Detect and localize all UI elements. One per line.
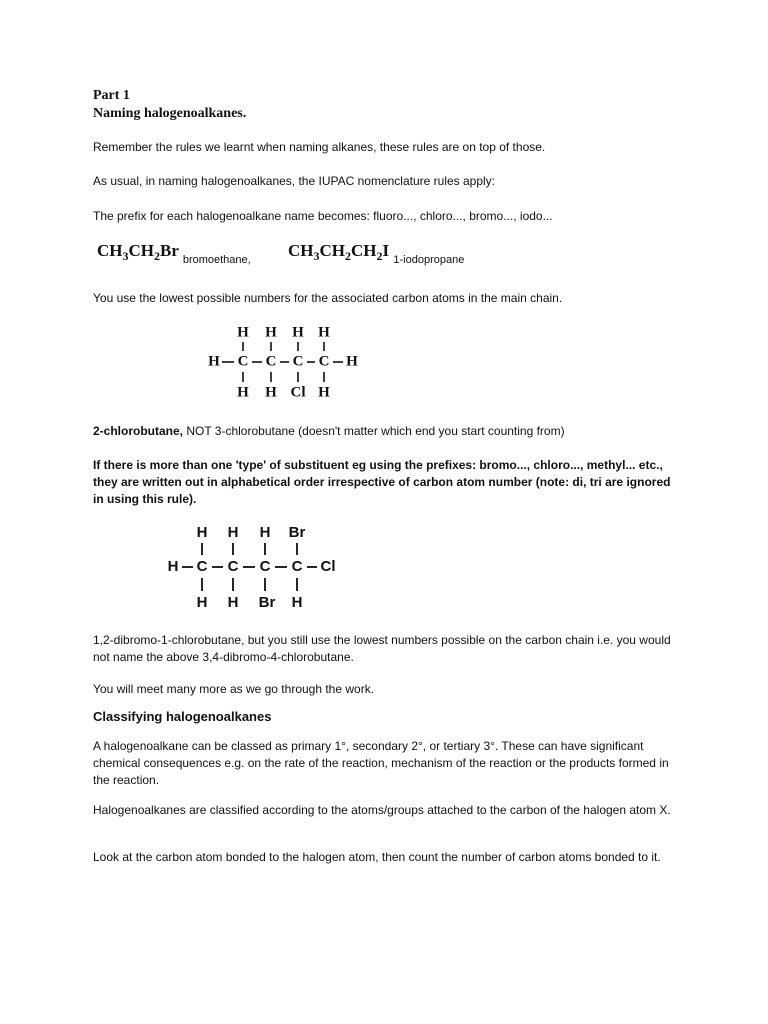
atom-top-2: H [265, 324, 277, 341]
atom-top-1: H [196, 523, 208, 541]
atom-left: H [208, 353, 220, 370]
paragraph-look: Look at the carbon atom bonded to the halogen atom, then count the number of carbon atoms bonded to it. [93, 850, 661, 864]
atom-top-1: H [237, 324, 249, 341]
paragraph-chlorobutane: 2-chlorobutane, NOT 3-chlorobutane (doesn't matter which end you start counting from) [93, 424, 565, 438]
structure-dibromo-chlorobutane [162, 520, 352, 615]
atom-right: Cl [320, 557, 336, 575]
atom-left: H [167, 557, 179, 575]
formula-name-iodopropane: 1-iodopropane [393, 254, 465, 266]
atom-top-4: H [318, 324, 330, 341]
paragraph-remember: Remember the rules we learnt when naming alkanes, these rules are on top of those. [93, 140, 546, 154]
atom-carbon-4: C [318, 353, 330, 370]
atom-carbon-3: C [259, 557, 271, 575]
atom-carbon-4: C [291, 557, 303, 575]
atom-top-2: H [227, 523, 239, 541]
paragraph-dibromo: 1,2-dibromo-1-chlorobutane, but you still use the lowest numbers possible on the carbon chain i.e. you would not name the above 3,4-dibromo-4-chlorobutane. [93, 633, 671, 664]
atom-carbon-2: C [265, 353, 277, 370]
section-heading-classifying: Classifying halogenoalkanes [93, 709, 272, 724]
atom-bottom-2: H [265, 384, 277, 401]
formula-name-bromoethane: bromoethane, [182, 254, 251, 266]
paragraph-meet-more: You will meet many more as we go through the work. [93, 682, 375, 696]
name-2-chlorobutane: 2-chlorobutane, [93, 424, 187, 438]
paragraph-lowest-numbers: You use the lowest possible numbers for the associated carbon atoms in the main chain. [93, 291, 563, 305]
formula-bromoethane: $CH_3CH_2Br$ $_{bromoethane,}$ [97, 241, 251, 266]
atom-bottom-4: H [291, 593, 303, 611]
atom-bottom-2: H [227, 593, 239, 611]
atom-carbon-3: C [292, 353, 304, 370]
section-heading-naming: Naming halogenoalkanes. [93, 106, 247, 121]
formula-iodopropane: $CH_3CH_2CH_2I$ $_{1-iodopropane}$ [288, 241, 465, 266]
atom-bottom-4: H [318, 384, 330, 401]
atom-top-3: H [259, 523, 271, 541]
paragraph-classified: Halogenoalkanes are classified according to the atoms/groups attached to the carbon of the halogen atom X. [93, 803, 671, 817]
structure-2-chlorobutane [200, 320, 380, 405]
atom-carbon-1: C [237, 353, 249, 370]
atom-right: H [346, 353, 358, 370]
atom-top-4: Br [288, 523, 306, 541]
paragraph-alphabetical-rule: If there is more than one 'type' of substituent eg using the prefixes: bromo..., chloro..., methyl... etc., they are written out in alphabetical order irrespective of carbon atom number (note: di, tri are ignored in using this rule). [93, 458, 671, 506]
atom-carbon-2: C [227, 557, 239, 575]
atom-bottom-1: H [237, 384, 249, 401]
atom-bottom-1: H [196, 593, 208, 611]
atom-bottom-3: Cl [290, 384, 306, 401]
atom-carbon-1: C [196, 557, 208, 575]
part-heading: Part 1 [93, 88, 130, 103]
paragraph-prefix: The prefix for each halogenoalkane name becomes: fluoro..., chloro..., bromo..., iodo... [93, 209, 553, 223]
paragraph-iupac: As usual, in naming halogenoalkanes, the IUPAC nomenclature rules apply: [93, 174, 496, 188]
atom-top-3: H [292, 324, 304, 341]
atom-bottom-3: Br [258, 593, 276, 611]
paragraph-classed: A halogenoalkane can be classed as primary 1°, secondary 2°, or tertiary 3°. These can have significant chemical consequences e.g. on the rate of the reaction, mechanism of the reaction or the products formed in the reaction. [93, 739, 669, 787]
